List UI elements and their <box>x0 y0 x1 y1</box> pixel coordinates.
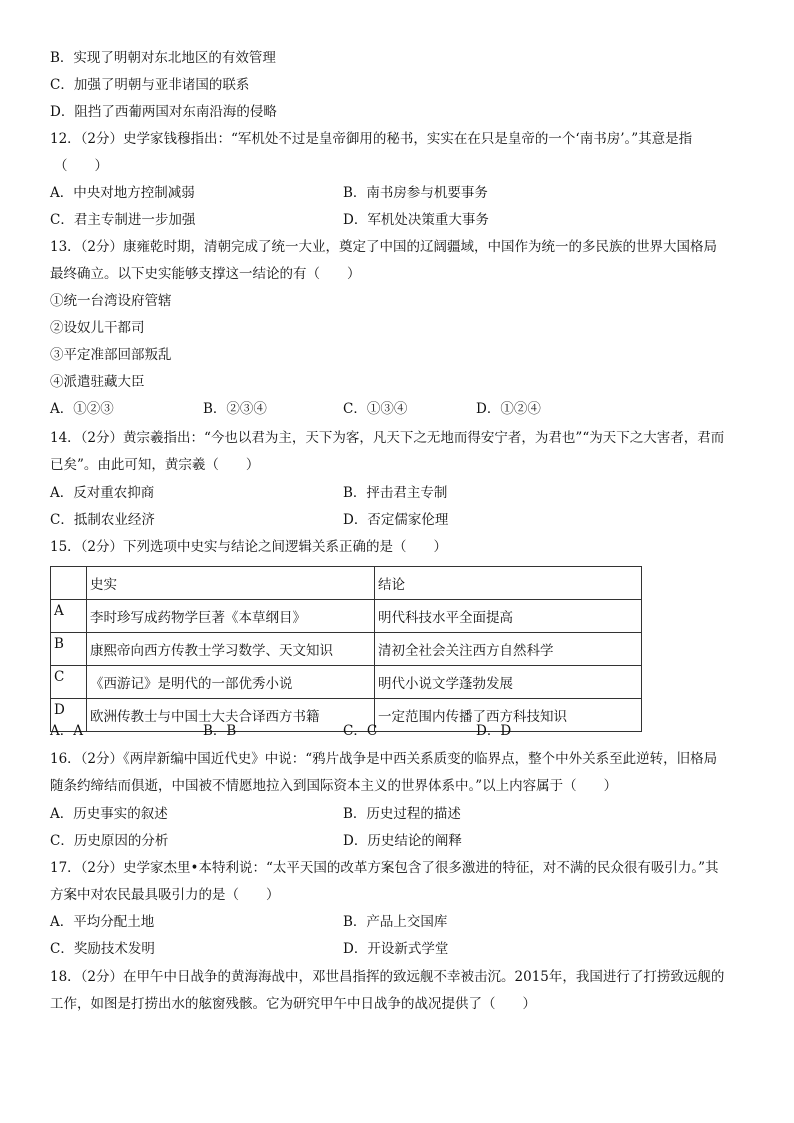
q15-facts-table <box>50 566 642 732</box>
q18-stem-line1: 18．（2分）在甲午中日战争的黄海海战中，邓世昌指挥的致远舰不幸被击沉。2015年，我国进行了打捞致远舰的 <box>50 969 725 985</box>
q17-option-c: C．奖励技术发明 <box>50 941 155 957</box>
q13-stem-line2: 最终确立。以下史实能够支撑这一结论的有（ ） <box>50 266 361 282</box>
row-conclusion: 明代科技水平全面提高 <box>375 600 642 633</box>
q16-stem-line1: 16．（2分）《两岸新编中国近代史》中说：“鸦片战争是中西关系质变的临界点，整个中外关系至此逆转，旧格局 <box>50 751 718 767</box>
q11-option-d: D．阻挡了西葡两国对东南沿海的侵略 <box>50 104 277 120</box>
q14-option-b: B．抨击君主专制 <box>343 485 448 501</box>
q17-stem-line2: 方案中对农民最具吸引力的是（ ） <box>50 887 280 903</box>
q16-option-a: A．历史事实的叙述 <box>50 806 168 822</box>
q13-item-1: ①统一台湾设府管辖 <box>50 293 172 309</box>
table-header-fact: 史实 <box>87 567 375 600</box>
q18-stem-line2: 工作，如图是打捞出水的舷窗残骸。它为研究甲午中日战争的战况提供了（ ） <box>50 996 536 1012</box>
q13-option-c: C．①③④ <box>343 401 408 417</box>
q15-option-a: A．A <box>50 723 83 739</box>
q13-option-b: B．②③④ <box>203 401 267 417</box>
q13-stem-line1: 13．（2分）康雍乾时期，清朝完成了统一大业，奠定了中国的辽阔疆域，中国作为统一的多民族的世界大国格局 <box>50 239 718 255</box>
q16-stem-line2: 随条约缔结而倶逝，中国被不情愿地拉入到国际资本主义的世界体系中。”以上内容属于（ ） <box>50 778 618 794</box>
q17-option-d: D．开设新式学堂 <box>343 941 449 957</box>
q15-stem: 15．（2分）下列选项中史实与结论之间逻辑关系正确的是（ ） <box>50 539 448 555</box>
row-key: C <box>51 666 87 699</box>
row-conclusion: 一定范围内传播了西方科技知识 <box>375 699 642 732</box>
q14-option-c: C．抵制农业经济 <box>50 512 155 528</box>
table-header-row <box>51 567 642 600</box>
q12-option-c: C．君主专制进一步加强 <box>50 212 196 228</box>
table-header-conclusion: 结论 <box>375 567 642 600</box>
row-fact: 康熙帝向西方传教士学习数学、天文知识 <box>87 633 375 666</box>
q15-option-d: D．D <box>476 723 512 739</box>
table-row <box>51 633 642 666</box>
q15-option-c: C．C <box>343 723 378 739</box>
q12-option-b: B．南书房参与机要事务 <box>343 185 488 201</box>
row-conclusion: 明代小说文学蓬勃发展 <box>375 666 642 699</box>
row-key: D <box>51 699 87 732</box>
q14-option-d: D．否定儒家伦理 <box>343 512 449 528</box>
table-header-key <box>51 567 87 600</box>
q15-option-b: B．B <box>203 723 237 739</box>
q13-item-3: ③平定准部回部叛乱 <box>50 347 172 363</box>
q13-option-a: A．①②③ <box>50 401 114 417</box>
row-fact: 李时珍写成药物学巨著《本草纲目》 <box>87 600 375 633</box>
q13-option-d: D．①②④ <box>476 401 541 417</box>
q13-item-2: ②设奴儿干都司 <box>50 320 145 336</box>
table-row <box>51 600 642 633</box>
q11-option-b: B．实现了明朝对东北地区的有效管理 <box>50 50 276 66</box>
q12-stem-line1: 12．（2分）史学家钱穆指出：“军机处不过是皇帝御用的秘书，实实在在只是皇帝的一个‘南书房’。”其意是指 <box>50 131 693 147</box>
q16-option-c: C．历史原因的分析 <box>50 833 169 849</box>
q12-option-d: D．军机处决策重大事务 <box>343 212 489 228</box>
row-conclusion: 清初全社会关注西方自然科学 <box>375 633 642 666</box>
q11-option-c: C．加强了明朝与亚非诸国的联系 <box>50 77 250 93</box>
q14-stem-line1: 14．（2分）黄宗羲指出：“今也以君为主，天下为客，凡天下之无地而得安宁者，为君也”“为天下之大害者，君而 <box>50 430 725 446</box>
q12-stem-line2: （ ） <box>54 158 108 174</box>
q13-item-4: ④派遣驻藏大臣 <box>50 374 145 390</box>
table-row <box>51 666 642 699</box>
q14-stem-line2: 已矣”。由此可知，黄宗羲（ ） <box>50 457 260 473</box>
row-key: B <box>51 633 87 666</box>
q16-option-b: B．历史过程的描述 <box>343 806 461 822</box>
q17-stem-line1: 17．（2分）史学家杰里•本特利说：“太平天国的改革方案包含了很多激进的特征，对不满的民众很有吸引力。”其 <box>50 860 719 876</box>
row-key: A <box>51 600 87 633</box>
q12-option-a: A．中央对地方控制减弱 <box>50 185 195 201</box>
q17-option-a: A．平均分配土地 <box>50 914 155 930</box>
row-fact: 《西游记》是明代的一部优秀小说 <box>87 666 375 699</box>
q14-option-a: A．反对重农抑商 <box>50 485 155 501</box>
q17-option-b: B．产品上交国库 <box>343 914 448 930</box>
q16-option-d: D．历史结论的阐释 <box>343 833 462 849</box>
row-fact: 欧洲传教士与中国士大夫合译西方书籍 <box>87 699 375 732</box>
